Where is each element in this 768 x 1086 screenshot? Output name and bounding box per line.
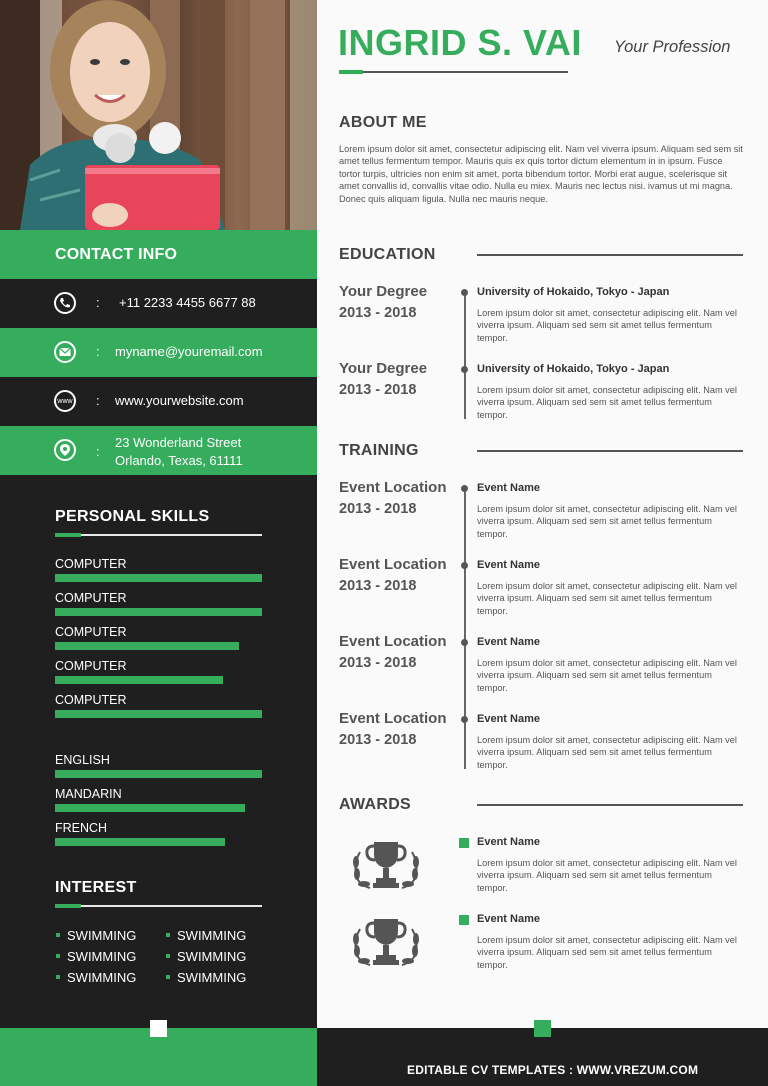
- skill-row: [55, 557, 262, 571]
- footer-square-left: [150, 1020, 167, 1037]
- address-line-2: Orlando, Texas, 61111: [115, 453, 243, 468]
- personal-skills-title: PERSONAL SKILLS: [55, 508, 210, 525]
- name-underline: [339, 71, 568, 73]
- about-me-text: Lorem ipsum dolor sit amet, consectetur adipiscing elit. Nam vel viverra ipsum. Aliquam sed sem sit amet tellus fermentum tempor. Mauris quis ex quis tortor dictum elementum in in ipsum. Fusce tortor turpis, ultricies non enim sit amet, porta bibendum tortor. Morbi erat augue, scelerisque sit amet convallis id, convallis vitae odio. Nulla eu miex. Mauris nec lectus nisi. ivamus ut mi magna. Donec quis aliquam ligula. Nulla nec mauris neque.: [339, 144, 743, 204]
- education-entry-years: 2013 - 2018: [339, 305, 417, 321]
- skill-bar: [55, 608, 262, 616]
- skill-label: COMPUTER: [55, 693, 127, 707]
- contact-colon: :: [96, 344, 100, 359]
- trophy-icon: [350, 840, 422, 897]
- interest-item: SWIMMING: [177, 949, 247, 964]
- awards-rule: [477, 804, 743, 806]
- timeline-dot: [461, 716, 468, 723]
- timeline-dot: [461, 289, 468, 296]
- contact-colon: :: [96, 444, 100, 459]
- phone-icon: [54, 292, 76, 314]
- training-title: TRAINING: [339, 442, 419, 459]
- about-me-title: ABOUT ME: [339, 114, 427, 131]
- contact-info-title: CONTACT INFO: [55, 246, 178, 263]
- education-entry-years: 2013 - 2018: [339, 382, 417, 398]
- profession-title: Your Profession: [614, 38, 731, 56]
- contact-address-row: [0, 426, 317, 475]
- skill-row: [55, 693, 262, 707]
- training-entry-years: 2013 - 2018: [339, 501, 417, 517]
- skill-row: [55, 625, 262, 639]
- language-label: ENGLISH: [55, 753, 110, 767]
- contact-email-row: [0, 328, 317, 377]
- skill-bar: [55, 710, 262, 718]
- award-heading: Event Name: [477, 836, 540, 848]
- timeline-dot: [461, 485, 468, 492]
- skill-row: [55, 659, 262, 673]
- training-entry-heading: Event Name: [477, 636, 540, 648]
- skill-label: COMPUTER: [55, 625, 127, 639]
- interest-item: SWIMMING: [67, 949, 137, 964]
- training-entry-title: Event Location: [339, 479, 447, 496]
- training-entry-text: Lorem ipsum dolor sit amet, consectetur adipiscing elit. Nam vel viverra ipsum. Aliquam sed sem sit amet tellus fermentum tempor.: [477, 581, 737, 616]
- training-entry-heading: Event Name: [477, 482, 540, 494]
- training-timeline: [464, 489, 466, 769]
- award-text: Lorem ipsum dolor sit amet, consectetur adipiscing elit. Nam vel viverra ipsum. Aliquam sed sem sit amet tellus fermentum tempor.: [477, 935, 737, 970]
- footer-square-right: [534, 1020, 551, 1037]
- language-label: FRENCH: [55, 821, 108, 835]
- website-value: www.yourwebsite.com: [115, 393, 244, 408]
- education-entry-text: Lorem ipsum dolor sit amet, consectetur adipiscing elit. Nam vel viverra ipsum. Aliquam sed sem sit amet tellus fermentum tempor.: [477, 385, 737, 420]
- location-icon: [54, 439, 76, 461]
- award-text: Lorem ipsum dolor sit amet, consectetur adipiscing elit. Nam vel viverra ipsum. Aliquam sed sem sit amet tellus fermentum tempor.: [477, 858, 737, 893]
- address-line-1: 23 Wonderland Street: [115, 435, 242, 450]
- contact-info-header: [0, 230, 317, 279]
- language-label: MANDARIN: [55, 787, 122, 801]
- training-entry-years: 2013 - 2018: [339, 655, 417, 671]
- interest-title: INTEREST: [55, 879, 137, 896]
- email-icon: [54, 341, 76, 363]
- interest-item: SWIMMING: [177, 970, 247, 985]
- education-entry-text: Lorem ipsum dolor sit amet, consectetur adipiscing elit. Nam vel viverra ipsum. Aliquam sed sem sit amet tellus fermentum tempor.: [477, 308, 737, 343]
- left-column: [0, 0, 317, 1086]
- training-entry-title: Event Location: [339, 556, 447, 573]
- award-heading: Event Name: [477, 913, 540, 925]
- skill-label: COMPUTER: [55, 557, 127, 571]
- timeline-dot: [461, 562, 468, 569]
- email-value: myname@youremail.com: [115, 344, 263, 359]
- trophy-icon: [350, 917, 422, 974]
- interest-item: SWIMMING: [67, 970, 137, 985]
- training-entry-years: 2013 - 2018: [339, 578, 417, 594]
- language-bar: [55, 838, 225, 846]
- timeline-dot: [461, 366, 468, 373]
- skill-label: COMPUTER: [55, 591, 127, 605]
- education-title: EDUCATION: [339, 246, 436, 263]
- education-entry-heading: University of Hokaido, Tokyo - Japan: [477, 286, 670, 298]
- interest-item: SWIMMING: [67, 928, 137, 943]
- address-value: [115, 434, 243, 470]
- interest-item: SWIMMING: [177, 928, 247, 943]
- language-bar: [55, 804, 245, 812]
- footer-left-band: [0, 1028, 317, 1086]
- language-row: [55, 821, 262, 835]
- award-bullet: [459, 915, 469, 925]
- personal-skills-rule: [55, 534, 262, 536]
- footer-text: EDITABLE CV TEMPLATES : WWW.VREZUM.COM: [407, 1063, 699, 1077]
- timeline-dot: [461, 639, 468, 646]
- contact-colon: :: [96, 393, 100, 408]
- language-row: [55, 753, 262, 767]
- skill-bar: [55, 574, 262, 582]
- interest-rule: [55, 905, 262, 907]
- skill-bar: [55, 676, 223, 684]
- profile-photo: [0, 0, 317, 230]
- training-entry-text: Lorem ipsum dolor sit amet, consectetur adipiscing elit. Nam vel viverra ipsum. Aliquam sed sem sit amet tellus fermentum tempor.: [477, 504, 737, 539]
- training-entry-heading: Event Name: [477, 559, 540, 571]
- footer-right-band: [317, 1028, 768, 1086]
- skill-label: COMPUTER: [55, 659, 127, 673]
- contact-colon: :: [96, 295, 100, 310]
- phone-value: +11 2233 4455 6677 88: [119, 295, 256, 310]
- education-timeline: [464, 292, 466, 419]
- education-entry-title: Your Degree: [339, 360, 428, 377]
- web-icon: www: [54, 390, 76, 412]
- education-entry-heading: University of Hokaido, Tokyo - Japan: [477, 363, 670, 375]
- awards-title: AWARDS: [339, 796, 412, 813]
- training-rule: [477, 450, 743, 452]
- language-bar: [55, 770, 262, 778]
- skill-bar: [55, 642, 239, 650]
- training-entry-title: Event Location: [339, 710, 447, 727]
- award-bullet: [459, 838, 469, 848]
- training-entry-heading: Event Name: [477, 713, 540, 725]
- training-entry-title: Event Location: [339, 633, 447, 650]
- skill-row: [55, 591, 262, 605]
- training-entry-text: Lorem ipsum dolor sit amet, consectetur adipiscing elit. Nam vel viverra ipsum. Aliquam sed sem sit amet tellus fermentum tempor.: [477, 735, 737, 770]
- candidate-name: INGRID S. VAI: [338, 22, 582, 63]
- contact-phone-row: [0, 279, 317, 328]
- education-entry-title: Your Degree: [339, 283, 428, 300]
- language-row: [55, 787, 262, 801]
- education-rule: [477, 254, 743, 256]
- training-entry-text: Lorem ipsum dolor sit amet, consectetur adipiscing elit. Nam vel viverra ipsum. Aliquam sed sem sit amet tellus fermentum tempor.: [477, 658, 737, 693]
- training-entry-years: 2013 - 2018: [339, 732, 417, 748]
- contact-website-row: [0, 377, 317, 426]
